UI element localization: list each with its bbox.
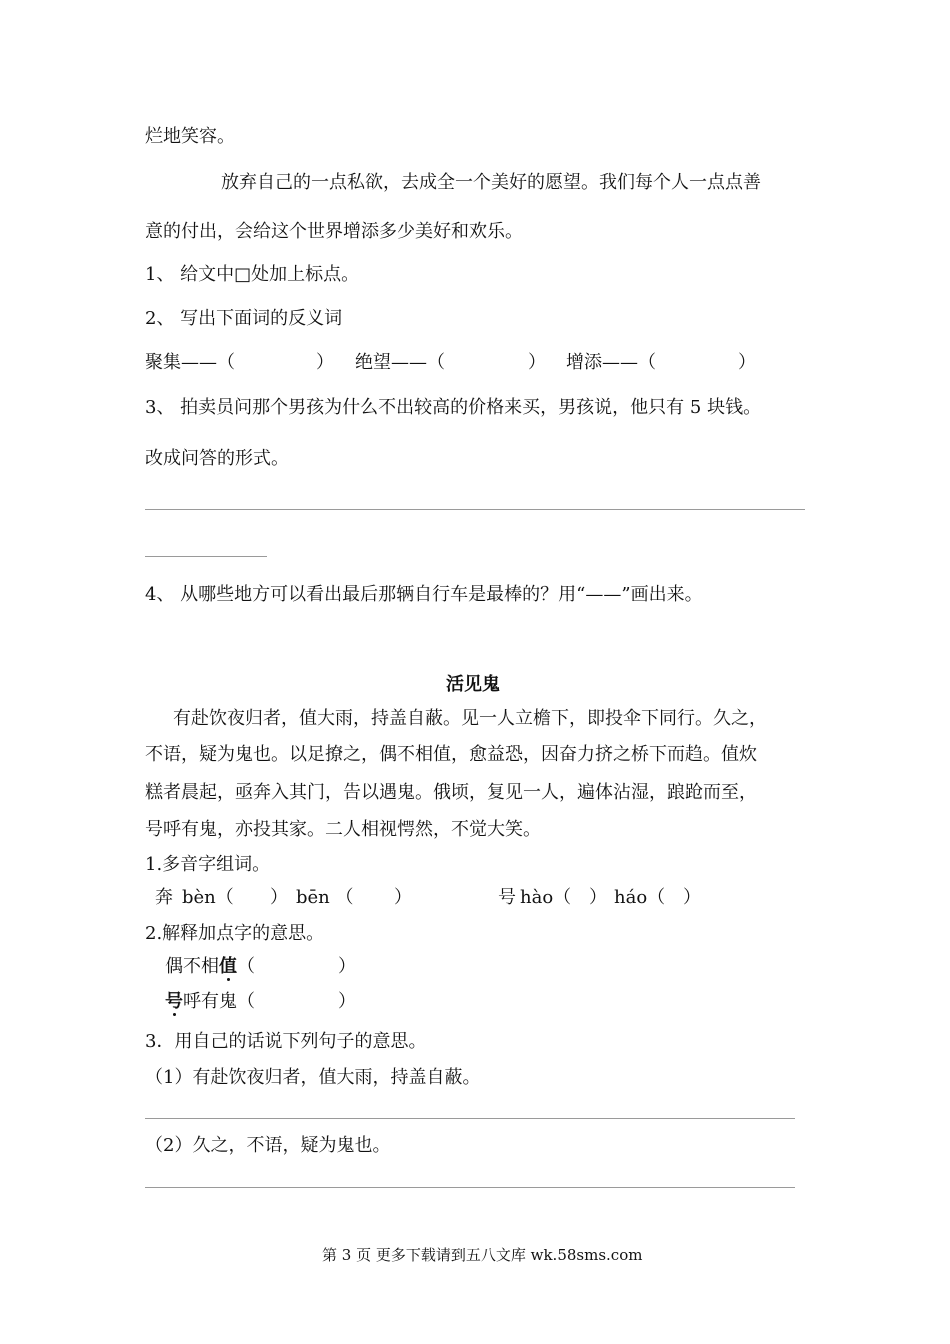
question-3-line-2: 改成问答的形式。: [145, 448, 289, 469]
polyphone-hao-2-close: ）: [683, 887, 701, 908]
subquestion-3-title: 3．用自己的话说下列句子的意思。: [145, 1031, 427, 1052]
sentence-item-2: （2）久之，不语，疑为鬼也。: [145, 1135, 391, 1156]
polyphone-hao-1-close: ）: [589, 887, 607, 908]
polyphone-ben-1-close: ）: [270, 887, 288, 908]
antonym-2-close: ）: [528, 352, 546, 373]
polyphone-ben-1: bèn（: [182, 887, 234, 908]
polyphone-ben-char: 奔: [155, 887, 173, 908]
explain-item-2-close: ）: [338, 991, 356, 1012]
explain-item-2-paren: （: [237, 991, 255, 1012]
answer-line-short: [145, 556, 267, 557]
answer-line-2: [145, 1187, 795, 1188]
polyphone-hao-2: háo（: [614, 887, 666, 908]
story-line-1: 有赴饮夜归者，值大雨，持盖自蔽。见一人立檐下，即投伞下同行。久之，: [173, 708, 767, 729]
subquestion-1-title: 1.多音字组词。: [145, 854, 271, 875]
antonym-1-close: ）: [316, 352, 334, 373]
dotted-char-hao: 号: [165, 991, 183, 1012]
dotted-char-zhi: 值: [219, 956, 237, 977]
explain-item-1-close: ）: [338, 956, 356, 977]
antonym-3-close: ）: [738, 352, 756, 373]
polyphone-hao-char: 号: [498, 887, 516, 908]
story-title: 活见鬼: [446, 674, 500, 695]
polyphone-hao-1: hào（: [520, 887, 572, 908]
explain-item-1: [165, 958, 255, 976]
passage-line-2: 放弃自己的一点私欲，去成全一个美好的愿望。我们每个人一点点善: [221, 172, 761, 193]
antonym-1-word: 聚集——（: [145, 352, 235, 373]
polyphone-ben-2-close: ）: [394, 887, 412, 908]
passage-line-3: 意的付出，会给这个世界增添多少美好和欢乐。: [145, 221, 523, 242]
polyphone-ben-2: bēn （: [296, 887, 354, 908]
explain-item-1-paren: （: [237, 956, 255, 977]
antonym-2-word: 绝望——（: [355, 352, 445, 373]
explain-item-1-pre: 偶不相: [165, 956, 219, 977]
question-2-title: 2、 写出下面词的反义词: [145, 308, 343, 329]
subquestion-2-title: 2.解释加点字的意思。: [145, 923, 325, 944]
explain-item-2: [165, 993, 255, 1011]
answer-line: [145, 509, 805, 510]
story-line-4: 号呼有鬼，亦投其家。二人相视愕然，不觉大笑。: [145, 819, 541, 840]
sentence-item-1: （1）有赴饮夜归者，值大雨，持盖自蔽。: [145, 1067, 481, 1088]
antonym-3-word: 增添——（: [566, 352, 656, 373]
explain-item-2-post: 呼有鬼: [183, 991, 237, 1012]
passage-line-1: 烂地笑容。: [145, 126, 235, 147]
question-3-line-1: 3、 拍卖员问那个男孩为什么不出较高的价格来买，男孩说，他只有 5 块钱。: [145, 397, 762, 418]
story-line-3: 糕者晨起，亟奔入其门，告以遇鬼。俄顷，复见一人，遍体沾湿，踉跄而至，: [145, 782, 757, 803]
story-line-2: 不语，疑为鬼也。以足撩之，偶不相值，愈益恐，因奋力挤之桥下而趋。值炊: [145, 744, 757, 765]
question-1: 1、 给文中□处加上标点。: [145, 264, 360, 285]
page-footer: 第 3 页 更多下载请到五八文库 wk.58sms.com: [322, 1246, 643, 1264]
question-4: 4、 从哪些地方可以看出最后那辆自行车是最棒的？用“——”画出来。: [145, 584, 703, 605]
answer-line-1: [145, 1118, 795, 1119]
